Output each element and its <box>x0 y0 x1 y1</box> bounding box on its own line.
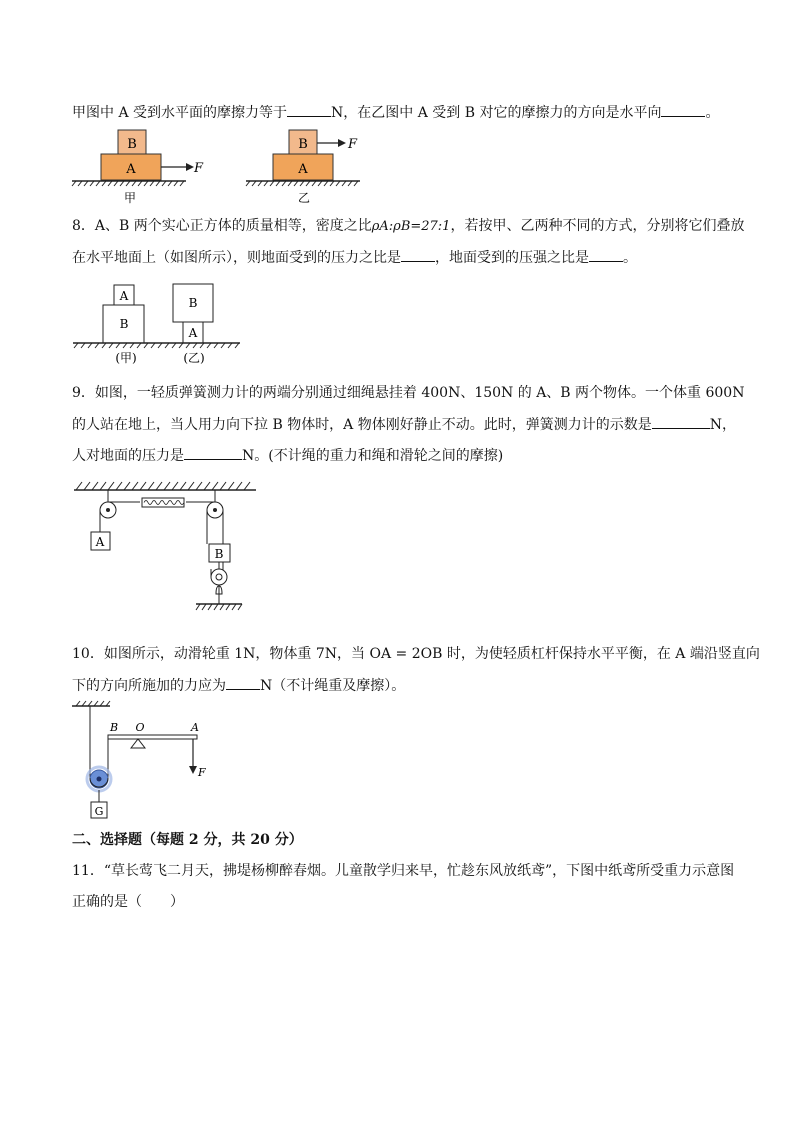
q7-figure <box>68 126 388 206</box>
svg-text:B: B <box>214 547 224 561</box>
q11-line2: 正确的是（ ） <box>72 894 184 910</box>
fulcrum <box>131 739 145 748</box>
q8-line2: 在水平地面上（如图所示），则地面受到的压力之比是 ，地面受到的压强之比是 。 <box>72 247 637 268</box>
point-o: O <box>135 721 145 734</box>
answer-blank[interactable] <box>401 247 435 262</box>
caption-jia: 甲 <box>123 191 137 205</box>
q9-line1: 9．如图，一轻质弹簧测力计的两端分别通过细绳悬挂着 400N、150N 的 A、B 两个物体。一个体重 600N <box>72 385 745 401</box>
q9-line3: 人对地面的压力是 N。(不计绳的重力和绳和滑轮之间的摩擦) <box>72 445 503 466</box>
svg-text:B: B <box>119 317 129 331</box>
answer-blank[interactable] <box>661 102 705 117</box>
label-b: B <box>127 137 137 152</box>
q8-line1: 8．A、B 两个实心正方体的质量相等，密度之比ρA:ρB=27:1，若按甲、乙两种不同的方式，分别将它们叠放 <box>72 218 745 234</box>
label-a: A <box>298 162 308 177</box>
ceiling-hatch <box>76 482 250 490</box>
force-label: F <box>194 161 204 176</box>
arrowhead <box>338 139 346 147</box>
q9-figure <box>70 476 260 634</box>
answer-blank[interactable] <box>287 102 331 117</box>
q7-text: 甲图中 A 受到水平面的摩擦力等于 N，在乙图中 A 受到 B 对它的摩擦力的方向是水平向 。 <box>72 102 719 123</box>
svg-text:A: A <box>119 289 129 303</box>
caption-yi: 乙 <box>297 191 311 205</box>
force-label: F <box>198 766 206 779</box>
q10-line1: 10．如图所示，动滑轮重 1N，物体重 7N，当 OA = 2OB 时，为使轻质杠杆保持水平平衡，在 A 端沿竖直向 <box>72 646 760 662</box>
point-a: A <box>191 721 199 734</box>
answer-blank[interactable] <box>184 445 242 460</box>
point-b: B <box>109 721 119 734</box>
q10-line2: 下的方向所施加的力应为 N（不计绳重及摩擦）。 <box>72 675 405 696</box>
arrowhead <box>186 163 194 171</box>
svg-text:A: A <box>95 535 105 549</box>
caption-jia: (甲) <box>115 351 137 365</box>
q8-figure <box>70 282 250 366</box>
svg-text:G: G <box>94 805 104 818</box>
lever <box>108 735 197 739</box>
label-b: B <box>298 137 308 152</box>
svg-text:B: B <box>188 296 198 310</box>
density-ratio: ρA:ρB=27:1 <box>371 219 451 234</box>
force-label: F <box>348 137 358 152</box>
caption-yi: (乙) <box>183 351 205 365</box>
answer-blank[interactable] <box>652 414 710 429</box>
q11-line1: 11．“草长莺飞二月天，拂堤杨柳醉春烟。儿童散学归来早，忙趁东风放纸鸢”，下图中纸鸢所受重力示意图 <box>72 863 735 879</box>
label-a: A <box>126 162 136 177</box>
answer-blank[interactable] <box>589 247 623 262</box>
section-heading: 二、选择题（每题 2 分，共 20 分） <box>72 832 303 848</box>
q9-line2: 的人站在地上，当人用力向下拉 B 物体时，A 物体刚好静止不动。此时，弹簧测力计的示数是 N， <box>72 414 736 435</box>
answer-blank[interactable] <box>226 675 260 690</box>
ground-hatch <box>196 604 242 610</box>
svg-text:A: A <box>188 326 198 340</box>
q10-figure <box>70 700 220 824</box>
